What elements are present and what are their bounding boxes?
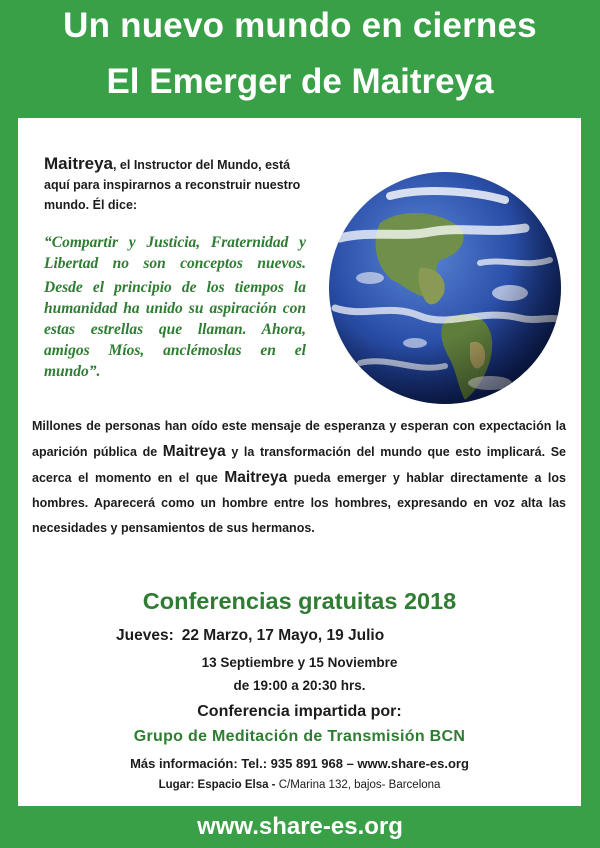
contact-info: Más información: Tel.: 935 891 968 – www.share-es.org	[130, 756, 469, 771]
header-banner	[0, 0, 600, 118]
body-text-2: y la transformación del mundo que esto implicará. Se acerca el momento en el que	[32, 445, 566, 485]
conferences-title: Conferencias gratuitas 2018	[142, 588, 457, 614]
body-paragraph	[32, 414, 566, 541]
maitreya-quote	[44, 232, 306, 385]
intro-text: , el Instructor del Mundo, está aquí para inspirarnos a reconstruir nuestro mundo. Él dice:	[44, 158, 301, 212]
maitreya-name-2: Maitreya	[224, 469, 288, 486]
content-panel	[18, 118, 581, 806]
quote-part-1: “Compartir y Justicia, Fraternidad y Libertad no son conceptos nuevos.	[44, 234, 306, 272]
intro-paragraph	[44, 154, 306, 215]
maitreya-name: Maitreya	[44, 154, 113, 173]
maitreya-name-1: Maitreya	[162, 443, 226, 460]
dates-first: 22 Marzo, 17 Mayo, 19 Julio	[181, 627, 385, 644]
venue-line	[18, 779, 581, 791]
venue-address: C/Marina 132, bajos- Barcelona	[275, 779, 441, 791]
title-line-2: El Emerger de Maitreya	[106, 62, 494, 101]
earth-globe-image	[320, 168, 570, 408]
dates-line-2: 13 Septiembre y 15 Noviembre	[201, 655, 398, 670]
title-line-1: Un nuevo mundo en ciernes	[63, 6, 537, 45]
time-line: de 19:00 a 20:30 hrs.	[233, 678, 366, 693]
day-label: Jueves:	[116, 627, 174, 644]
venue-label: Lugar: Espacio Elsa -	[158, 779, 276, 791]
dates-line-1	[116, 627, 384, 645]
group-name: Grupo de Meditación de Transmisión BCN	[133, 728, 466, 745]
body-text-1: Millones de personas han oído este mensaje de esperanza y esperan con expectación la aparición pública de	[32, 419, 566, 459]
footer-url[interactable]: www.share-es.org	[197, 813, 403, 840]
quote-part-2: Desde el principio de los tiempos la humanidad ha unido su aspiración con estas estrellas que llaman. Ahora, amigos Míos, anclémoslas en el mundo”.	[44, 279, 306, 380]
imparted-by-label: Conferencia impartida por:	[197, 703, 402, 720]
body-text-3: pueda emerger y hablar directamente a los hombres. Aparecerá como un hombre entre los hombres, expresando en voz alta las necesidades y pensamientos de sus hermanos.	[32, 471, 566, 535]
